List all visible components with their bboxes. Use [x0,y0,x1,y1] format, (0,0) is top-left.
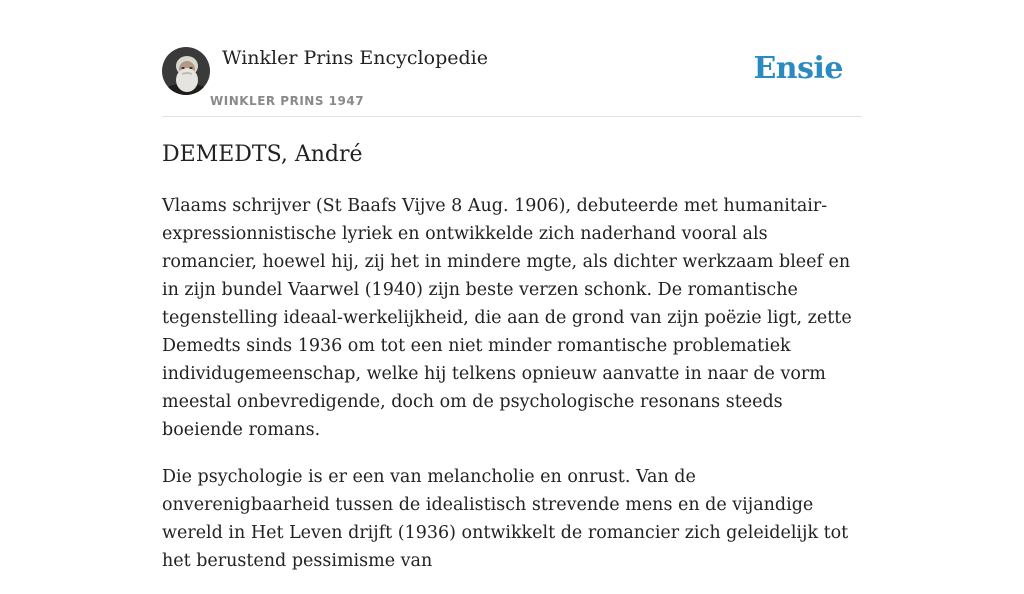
site-title[interactable]: Winkler Prins Encyclopedie [222,47,488,69]
entry-body [162,192,862,594]
page [162,0,862,571]
avatar[interactable] [162,47,210,95]
ensie-logo-link[interactable]: Ensie [753,51,843,86]
entry-paragraph: Vlaams schrijver (St Baafs Vijve 8 Aug. 1906), debuteerde met humanitair-expressionnistische lyriek en ontwikkelde zich naderhand vooral als romancier, hoewel hij, zij het in mindere mgte, als dichter werkzaam bleef en in zijn bundel Vaarwel (1940) zijn beste verzen schonk. De romantische tegenstelling ideaal-werkelijkheid, die aan de grond van zijn poëzie ligt, zette Demedts sinds 1936 om tot een niet minder romantische problematiek individugemeenschap, welke hij telkens opnieuw aanvatte in naar de vorm meestal onbevredigende, doch om de psychologische resonans steeds boeiende romans. [162,196,852,440]
bearded-man-portrait-icon [162,47,210,95]
edition-label[interactable]: WINKLER PRINS 1947 [210,94,365,108]
entry-paragraph: Die psychologie is er een van melancholie en onrust. Van de onverenigbaarheid tussen de idealistisch strevende mens en de vijandige wereld in Het Leven drijft (1936) ontwikkelt de romancier zich geleidelijk tot het berustend pessimisme van [162,467,849,571]
site-header [162,0,862,117]
page-title: DEMEDTS, André [162,142,363,167]
